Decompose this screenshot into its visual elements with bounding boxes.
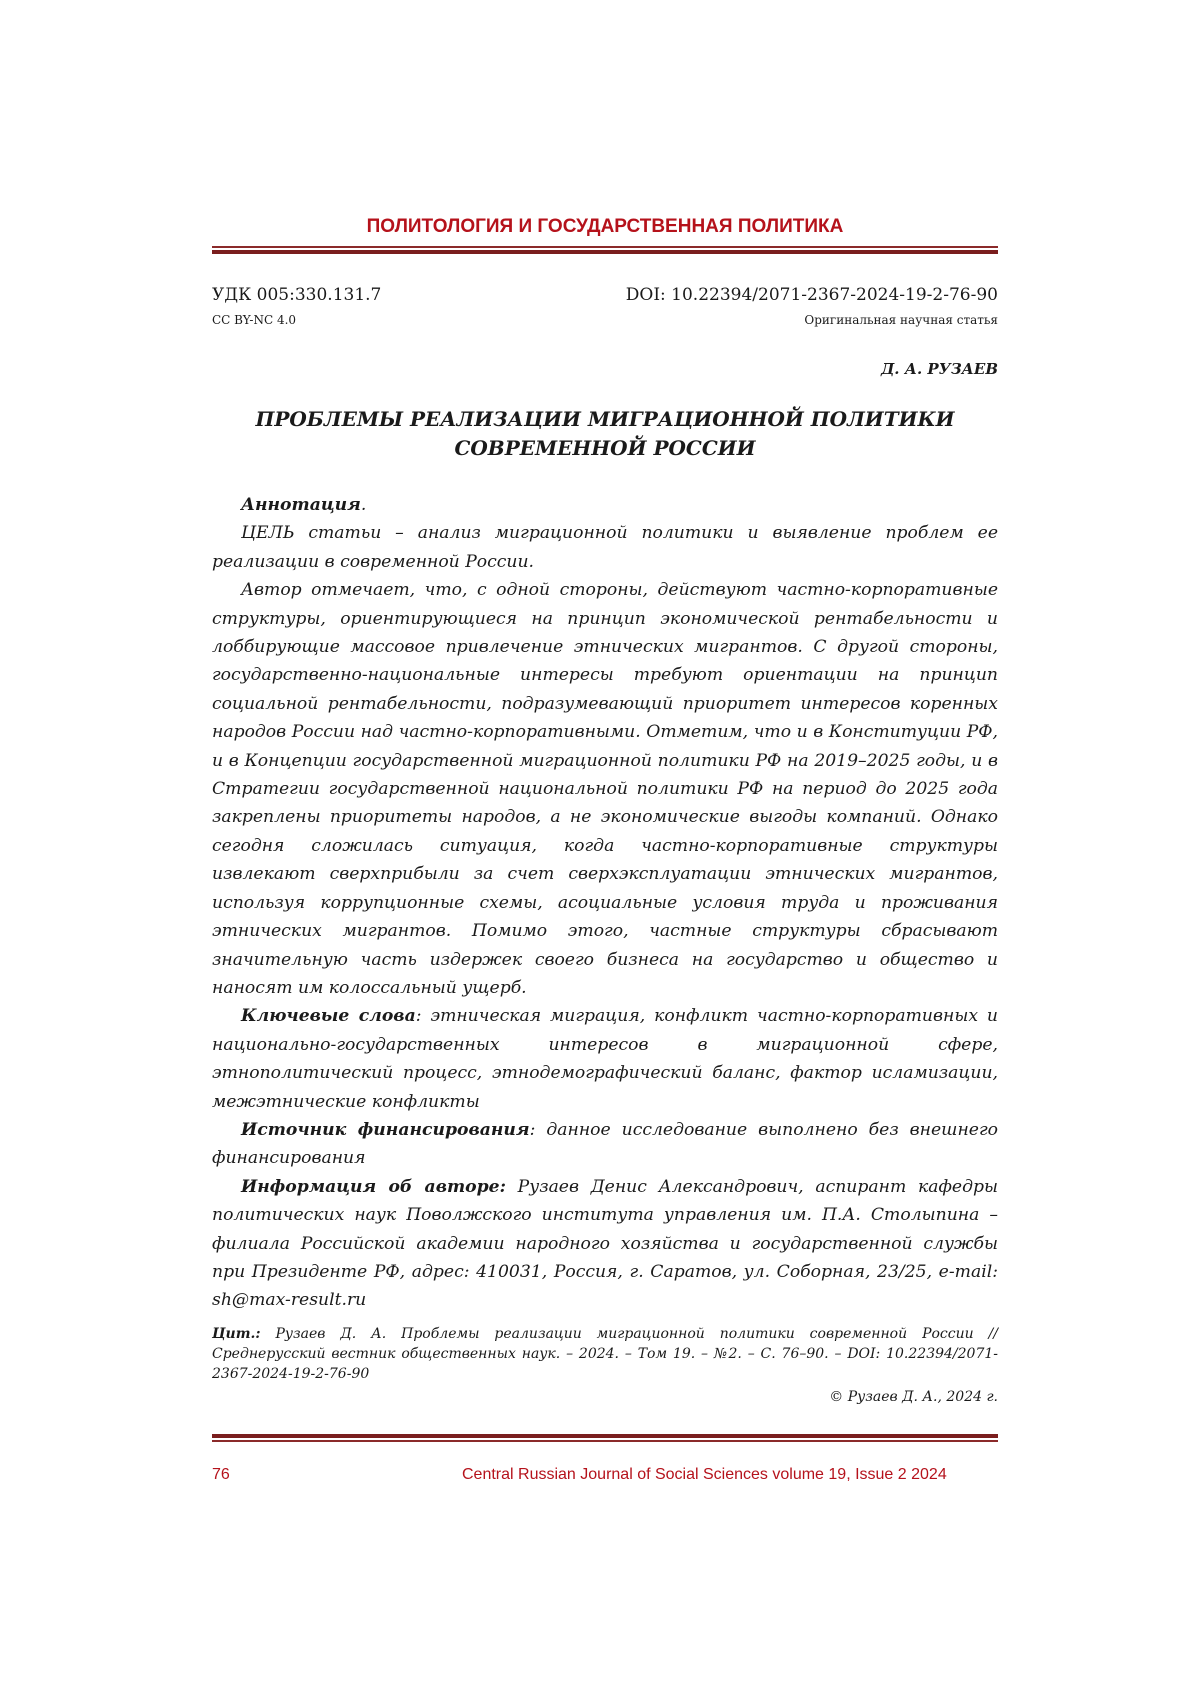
license: CC BY-NC 4.0 xyxy=(212,313,297,327)
article-type: Оригинальная научная статья xyxy=(804,313,998,327)
author-info-text: Рузаев Денис Александрович, аспирант кафедры политических наук Поволжского института управления им. П.А. Столыпина – филиала Российской академии народного хозяйства и государственной службы при Президенте РФ, адрес: 410031, Россия, г. Саратов, ул. Соборная, 23/25, e-mail: sh@max-result.ru xyxy=(212,1176,998,1311)
journal-name: Central Russian Journal of Social Sciences volume 19, Issue 2 2024 xyxy=(462,1466,947,1483)
doi: DOI: 10.22394/2071-2367-2024-19-2-76-90 xyxy=(625,285,998,305)
keywords-label: Ключевые слова xyxy=(241,1006,416,1027)
article-meta xyxy=(212,285,998,327)
citation-text: Рузаев Д. А. Проблемы реализации миграционной политики современной России // Среднерусский вестник общественных наук. – 2024. – Том 19. – №2. – С. 76–90. – DOI: 10.22394/2071-2367-2024-19-2-76-90 xyxy=(212,1326,998,1382)
abstract-goal: ЦЕЛЬ статьи – анализ миграционной политики и выявление проблем ее реализации в современной России. xyxy=(212,523,998,572)
keywords-text: : этническая миграция, конфликт частно-корпоративных и национально-государственных интересов в миграционной сфере, этнополитический процесс, этнодемографический баланс, фактор исламизации, межэтнические конфликты xyxy=(212,1006,998,1112)
citation xyxy=(212,1324,998,1384)
author-name: Д. А. РУЗАЕВ xyxy=(880,360,998,378)
citation-label: Цит.: xyxy=(212,1326,261,1342)
author-info-label: Информация об авторе: xyxy=(241,1176,506,1197)
funding-text: : данное исследование выполнено без внешнего финансирования xyxy=(212,1119,998,1169)
abstract-block xyxy=(212,491,998,1315)
funding-label: Источник финансирования xyxy=(241,1119,530,1140)
footer-rule xyxy=(212,1434,998,1442)
udk-code: УДК 005:330.131.7 xyxy=(212,285,382,305)
author-info xyxy=(212,1173,998,1315)
keywords xyxy=(212,1002,998,1116)
abstract-label-suffix: . xyxy=(360,495,367,515)
title-line-2: СОВРЕМЕННОЙ РОССИИ xyxy=(454,436,756,460)
abstract-label: Аннотация xyxy=(241,495,361,515)
page-number: 76 xyxy=(212,1466,230,1483)
header-rule xyxy=(212,246,998,254)
abstract-body: Автор отмечает, что, с одной стороны, действуют частно-корпоративные структуры, ориентирующиеся на принцип экономической рентабельности и лоббирующие массовое привлечение этнических мигрантов. С другой стороны, государственно-национальные интересы требуют ориентации на принцип социальной рентабельности, подразумевающий приоритет интересов коренных народов России над частно-корпоративными. Отметим, что и в Конституции РФ, и в Концепции государственной миграционной политики РФ на 2019–2025 годы, и в Стратегии государственной национальной политики РФ на период до 2025 года закреплены приоритеты народов, а не экономические выгоды компаний. Однако сегодня сложилась ситуация, когда частно-корпоративные структуры извлекают сверхприбыли за счет сверхэксплуатации этнических мигрантов, используя коррупционные схемы, асоциальные условия труда и проживания этнических мигрантов. Помимо этого, частные структуры сбрасывают значительную часть издержек своего бизнеса на государство и общество и наносят им колоссальный ущерб. xyxy=(212,580,998,998)
section-header: ПОЛИТОЛОГИЯ И ГОСУДАРСТВЕННАЯ ПОЛИТИКА xyxy=(366,216,844,237)
abstract-heading xyxy=(212,491,998,519)
funding xyxy=(212,1116,998,1173)
title-line-1: ПРОБЛЕМЫ РЕАЛИЗАЦИИ МИГРАЦИОННОЙ ПОЛИТИКИ xyxy=(255,407,955,431)
article-title xyxy=(212,405,998,463)
copyright: © Рузаев Д. А., 2024 г. xyxy=(829,1389,998,1405)
